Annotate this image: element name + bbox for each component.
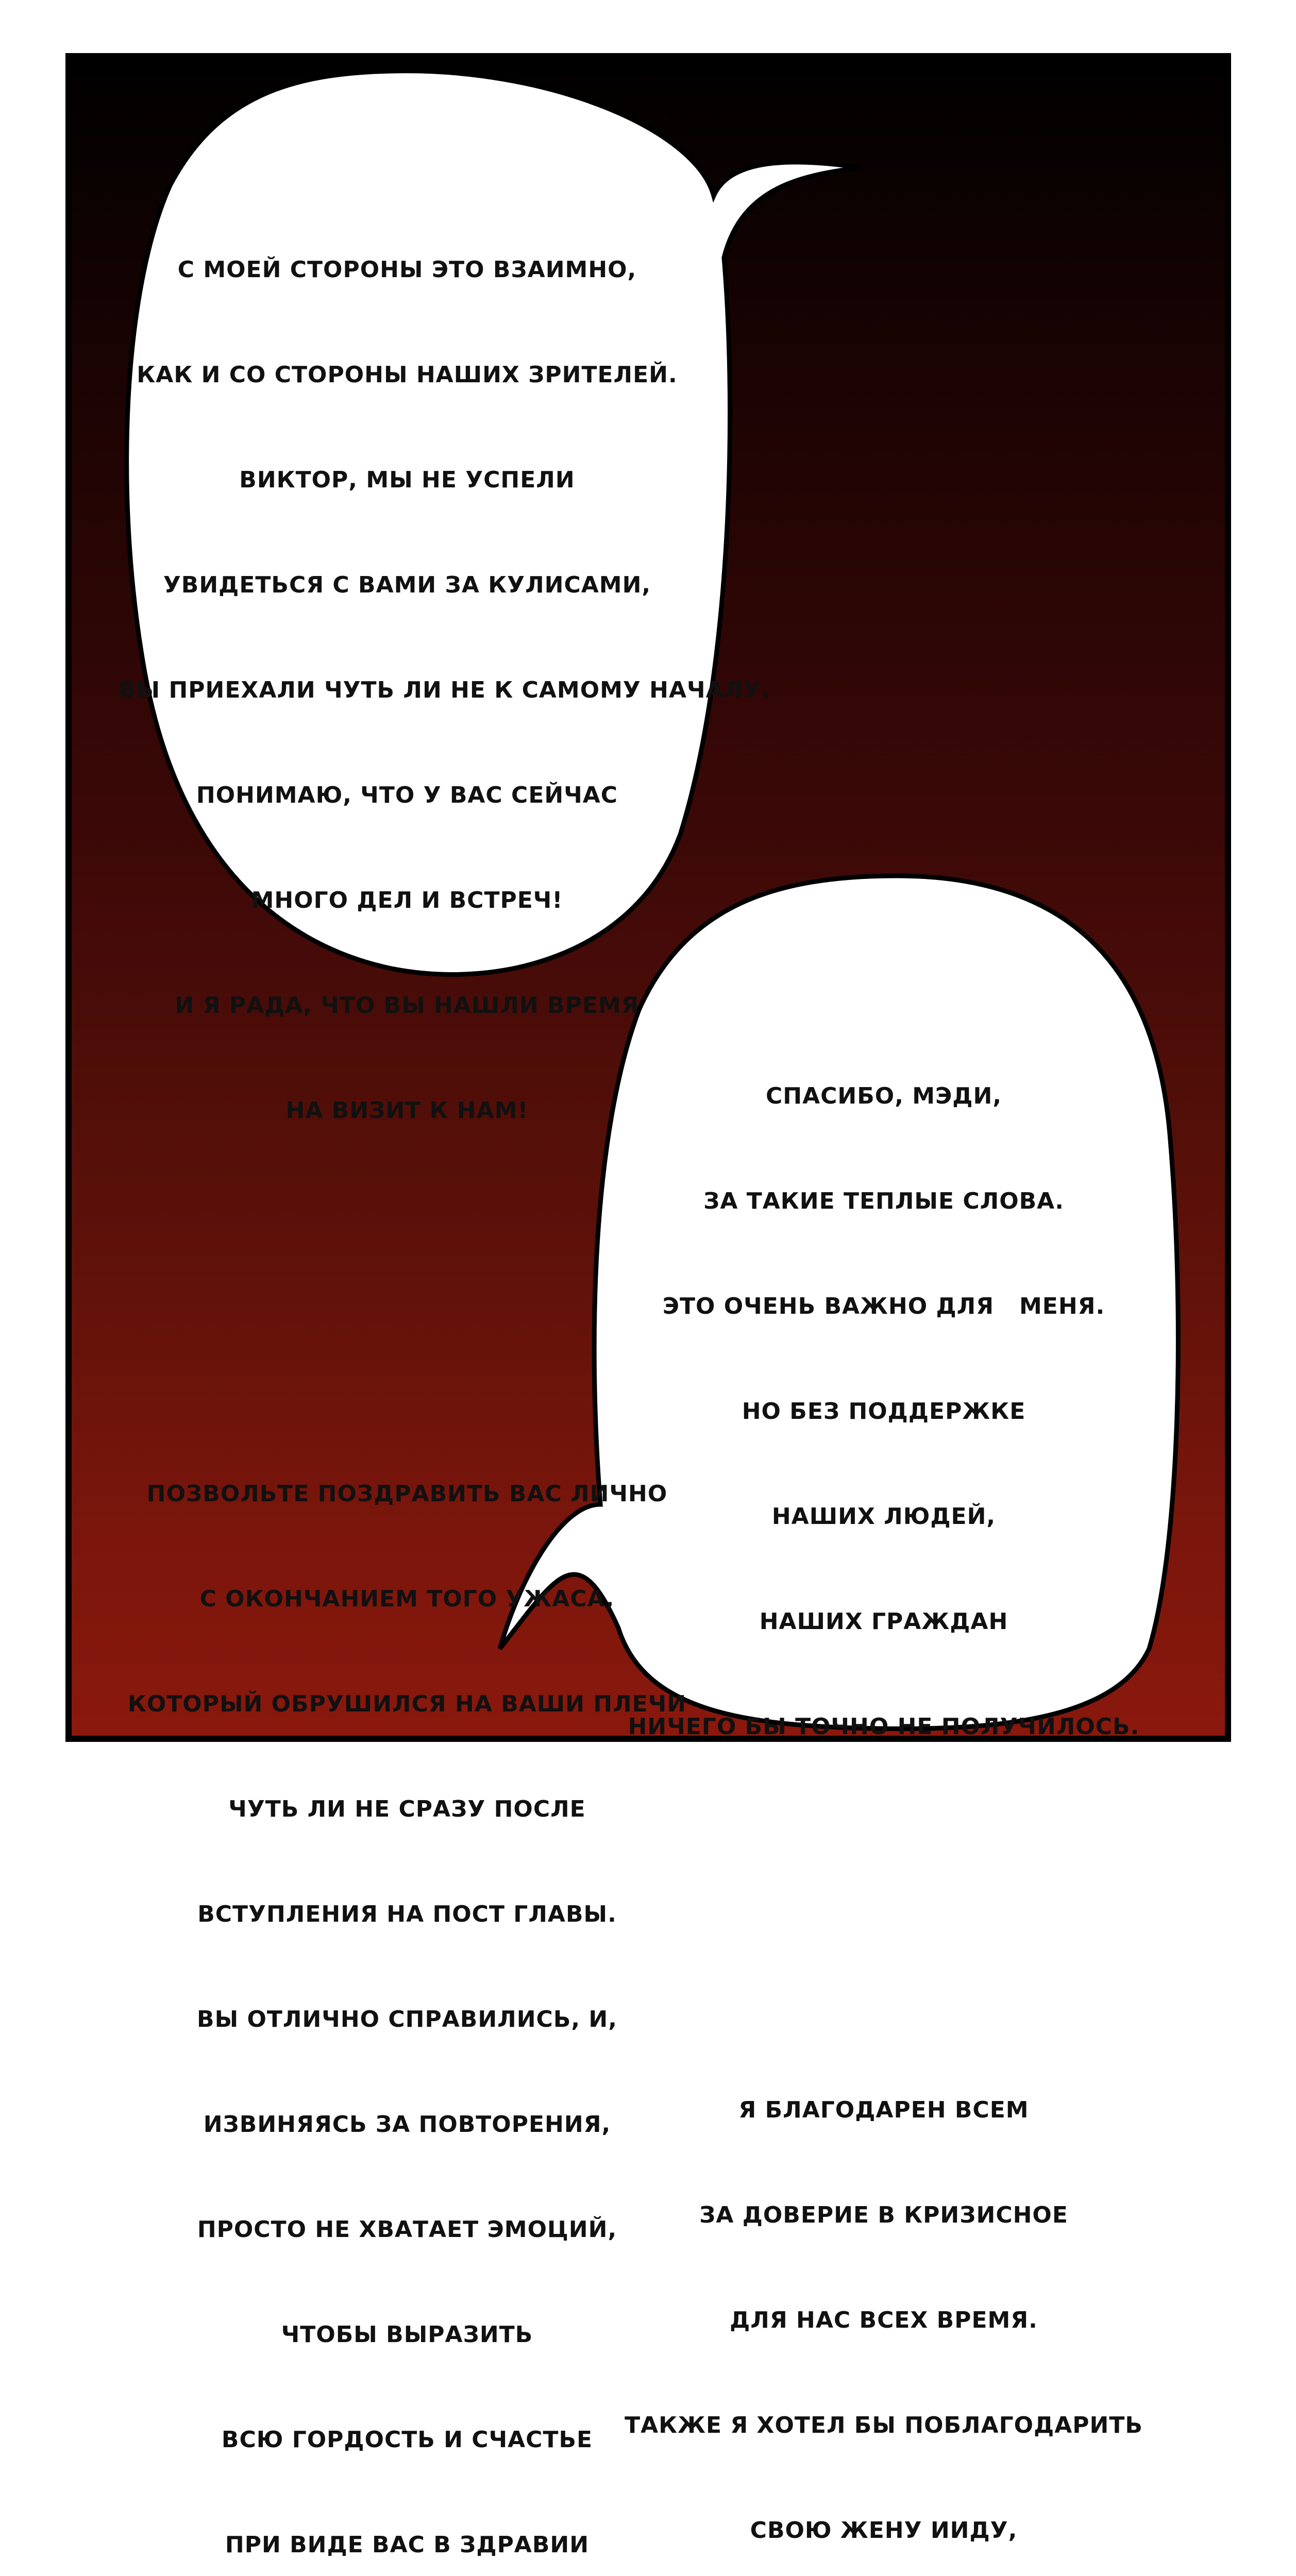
bubble-2-line: Я БЛАГОДАРЕН ВСЕМ — [738, 2097, 1029, 2123]
bubble-2-line: НИЧЕГО БЫ ТОЧНО НЕ ПОЛУЧИЛОСЬ. — [628, 1714, 1140, 1740]
bubble-1-line: И Я РАДА, ЧТО ВЫ НАШЛИ ВРЕМЯ — [175, 992, 639, 1019]
bubble-1-line: НА ВИЗИТ К НАМ! — [285, 1097, 529, 1124]
bubble-1-line: УВИДЕТЬСЯ С ВАМИ ЗА КУЛИСАМИ, — [163, 572, 651, 598]
speech-bubble-2-text — [598, 939, 1170, 2576]
bubble-2-paragraph-1 — [598, 1009, 1170, 1815]
bubble-1-line: ВСЮ ГОРДОСТЬ И СЧАСТЬЕ — [221, 2427, 593, 2453]
bubble-2-line: ЭТО ОЧЕНЬ ВАЖНО ДЛЯ МЕНЯ. — [662, 1293, 1105, 1319]
bubble-1-line: ВЫ ОТЛИЧНО СПРАВИЛИСЬ, И, — [197, 2006, 617, 2032]
bubble-1-line: ЧУТЬ ЛИ НЕ СРАЗУ ПОСЛЕ — [228, 1796, 586, 1822]
bubble-1-line: МНОГО ДЕЛ И ВСТРЕЧ! — [251, 887, 563, 913]
paragraph-gap — [598, 1885, 1170, 1953]
bubble-2-line: ДЛЯ НАС ВСЕХ ВРЕМЯ. — [730, 2307, 1038, 2333]
bubble-1-line: ПРИ ВИДЕ ВАС В ЗДРАВИИ — [225, 2532, 590, 2558]
bubble-1-line: ПОНИМАЮ, ЧТО У ВАС СЕЙЧАС — [196, 782, 618, 808]
bubble-1-line: ПОЗВОЛЬТЕ ПОЗДРАВИТЬ ВАС ЛИЧНО — [146, 1481, 668, 1507]
bubble-1-line: КАК И СО СТОРОНЫ НАШИХ ЗРИТЕЛЕЙ. — [137, 362, 678, 388]
bubble-1-line: ВИКТОР, МЫ НЕ УСПЕЛИ — [239, 467, 575, 493]
bubble-1-line: ПРОСТО НЕ ХВАТАЕТ ЭМОЦИЙ, — [197, 2216, 617, 2243]
bubble-1-line: ЧТОБЫ ВЫРАЗИТЬ — [281, 2321, 533, 2348]
bubble-2-paragraph-2 — [598, 2023, 1170, 2576]
bubble-2-line: СВОЮ ЖЕНУ ИИДУ, — [750, 2517, 1018, 2544]
bubble-2-line: НАШИХ ЛЮДЕЙ, — [771, 1503, 996, 1530]
bubble-2-line: НО БЕЗ ПОДДЕРЖКЕ — [742, 1398, 1026, 1425]
bubble-1-line: ВЫ ПРИЕХАЛИ ЧУТЬ ЛИ НЕ К САМОМУ НАЧАЛУ. — [119, 677, 770, 703]
bubble-2-line: ТАКЖЕ Я ХОТЕЛ БЫ ПОБЛАГОДАРИТЬ — [625, 2412, 1143, 2438]
bubble-1-line: ИЗВИНЯЯСЬ ЗА ПОВТОРЕНИЯ, — [203, 2111, 611, 2138]
bubble-1-line: С МОЕЙ СТОРОНЫ ЭТО ВЗАИМНО, — [177, 257, 637, 283]
bubble-1-line: ВСТУПЛЕНИЯ НА ПОСТ ГЛАВЫ. — [197, 1901, 617, 1927]
bubble-2-line: ЗА ТАКИЕ ТЕПЛЫЕ СЛОВА. — [703, 1188, 1064, 1214]
bubble-2-line: ЗА ДОВЕРИЕ В КРИЗИСНОЕ — [699, 2202, 1068, 2228]
bubble-2-line: НАШИХ ГРАЖДАН — [759, 1608, 1008, 1635]
bubble-1-line: КОТОРЫЙ ОБРУШИЛСЯ НА ВАШИ ПЛЕЧИ — [127, 1691, 687, 1717]
bubble-2-line: СПАСИБО, МЭДИ, — [765, 1083, 1002, 1109]
bubble-1-line: С ОКОНЧАНИЕМ ТОГО УЖАСА, — [199, 1586, 615, 1612]
